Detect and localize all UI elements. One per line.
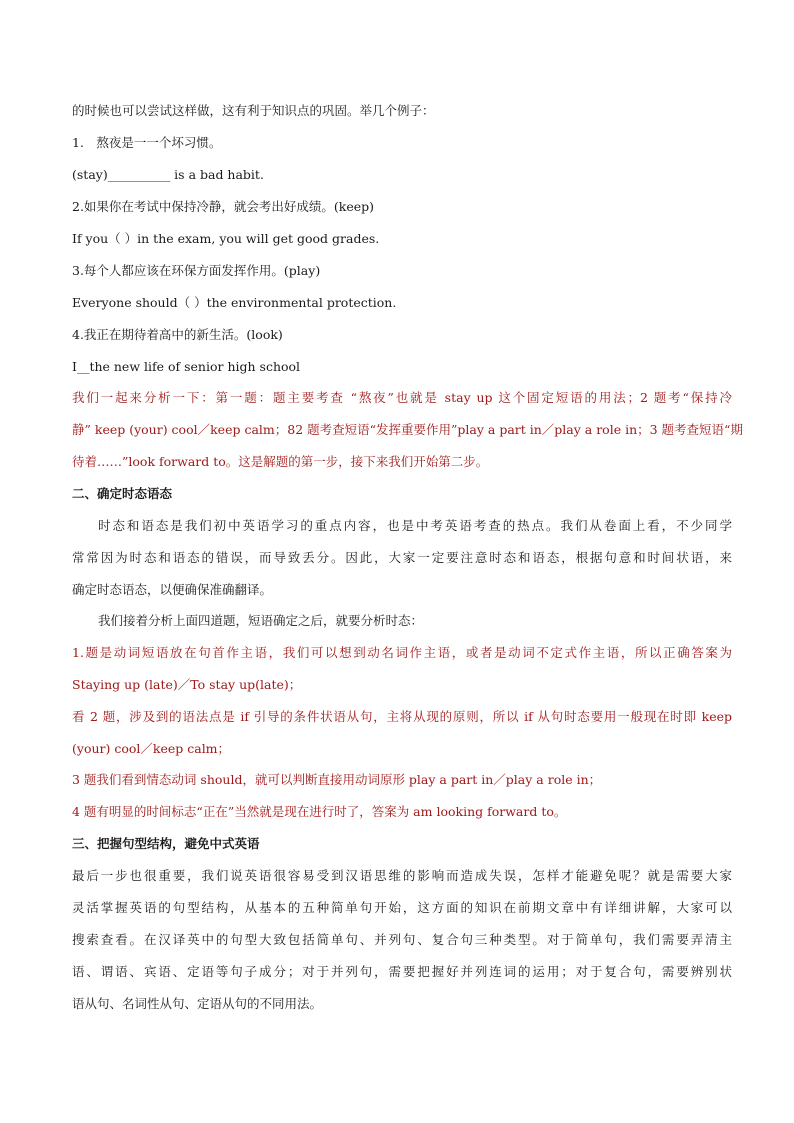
example-2-prompt: 2.如果你在考试中保持冷静，就会考出好成绩。(keep)	[72, 199, 375, 214]
analysis-paragraph: 待着……”look forward to。这是解题的第一步，接下来我们开始第二步。	[72, 454, 489, 469]
example-2-answer-line: If you（ ）in the exam, you will get good grades.	[72, 231, 380, 246]
section-3-paragraph: 语、谓语、宾语、定语等句子成分；对于并列句，需要把握好并列连词的运用；对于复合句，需要辨别状	[72, 964, 732, 979]
analysis-paragraph: 我们一起来分析一下：第一题：题主要考查 “熬夜”也就是 stay up 这个固定短语的用法；2 题考“保持冷	[72, 390, 732, 405]
answer-1-explanation: Staying up (late)／To stay up(late)；	[72, 677, 302, 692]
intro-line: 的时候也可以尝试这样做，这有利于知识点的巩固。举几个例子：	[72, 103, 435, 118]
section-3-paragraph: 最后一步也很重要，我们说英语很容易受到汉语思维的影响而造成失误，怎样才能避免呢？就是需要大家	[72, 868, 732, 883]
answer-2-explanation: 看 2 题，涉及到的语法点是 if 引导的条件状语从句，主将从现的原则，所以 if 从句时态要用一般现在时即 keep	[72, 709, 732, 724]
section-2-heading: 二、确定时态语态	[72, 486, 173, 501]
section-3-paragraph: 搜索查看。在汉译英中的句型大致包括简单句、并列句、复合句三种类型。对于简单句，我们需要弄清主	[72, 932, 732, 947]
section-3-heading: 三、把握句型结构，避免中式英语	[72, 836, 260, 851]
example-4-answer-line: I__the new life of senior high school	[72, 359, 301, 374]
section-2-paragraph: 确定时态语态，以便确保准确翻译。	[72, 582, 273, 597]
example-4-prompt: 4.我正在期待着高中的新生活。(look)	[72, 327, 283, 342]
example-1-answer-line: (stay)__________ is a bad habit.	[72, 167, 264, 182]
answer-2-explanation: (your) cool／keep calm；	[72, 741, 231, 756]
section-2-paragraph: 时态和语态是我们初中英语学习的重点内容，也是中考英语考查的热点。我们从卷面上看，不少同学	[98, 518, 732, 533]
example-1-prompt: 1. 熬夜是一一个坏习惯。	[72, 135, 222, 150]
section-2-lead-in: 我们接着分析上面四道题，短语确定之后，就要分析时态：	[98, 613, 424, 628]
answer-3-explanation: 3 题我们看到情态动词 should，就可以判断直接用动词原形 play a part in／play a role in；	[72, 772, 602, 787]
analysis-paragraph: 静” keep (your) cool／keep calm；82 题考查短语“发挥重要作用”play a part in／play a role in；3 题考查短语“期	[72, 422, 743, 437]
answer-1-explanation: 1.题是动词短语放在句首作主语，我们可以想到动名词作主语，或者是动词不定式作主语，所以正确答案为	[72, 645, 732, 660]
section-3-paragraph: 语从句、名词性从句、定语从句的不同用法。	[72, 996, 323, 1011]
example-3-answer-line: Everyone should（ ）the environmental protection.	[72, 295, 397, 310]
section-2-paragraph: 常常因为时态和语态的错误，而导致丢分。因此，大家一定要注意时态和语态，根据句意和时间状语，来	[72, 550, 732, 565]
section-3-paragraph: 灵活掌握英语的句型结构，从基本的五种简单句开始，这方面的知识在前期文章中有详细讲解，大家可以	[72, 900, 732, 915]
example-3-prompt: 3.每个人都应该在环保方面发挥作用。(play)	[72, 263, 321, 278]
answer-4-explanation: 4 题有明显的时间标志“正在”当然就是现在进行时了，答案为 am looking forward to。	[72, 804, 567, 819]
